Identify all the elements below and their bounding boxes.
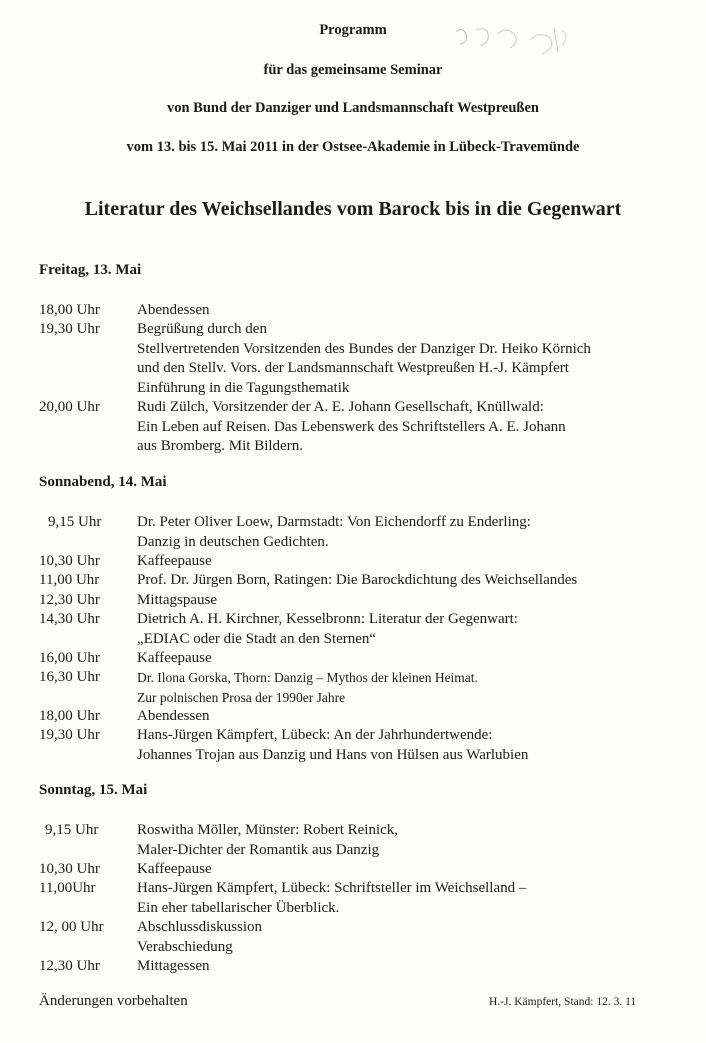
footer-changes-note: Änderungen vorbehalten [39,993,188,1009]
entry-time: 9,15 Uhr [48,514,102,530]
entry-time: 12, 00 Uhr [39,919,104,935]
entry-time: 10,30 Uhr [39,861,100,877]
entry-time: 11,00 Uhr [39,572,100,588]
header-programm: Programm [319,22,387,38]
entry-time: 19,30 Uhr [39,727,100,743]
entry-time: 12,30 Uhr [39,592,100,608]
entry-time: 10,30 Uhr [39,553,100,569]
entry-time: 16,30 Uhr [39,669,100,685]
entry-time: 16,00 Uhr [39,650,100,666]
header-date-location: vom 13. bis 15. Mai 2011 in der Ostsee-Akademie in Lübeck-Travemünde [126,139,580,155]
entry-description: Dietrich A. H. Kirchner, Kesselbronn: Literatur der Gegenwart: „EDIAC oder die Stadt an den Sternen“ [137,611,518,647]
program-title: Literatur des Weichsellandes vom Barock bis in die Gegenwart [84,198,622,220]
header-seminar: für das gemeinsame Seminar [263,62,443,78]
handwritten-mark [448,20,578,60]
entry-description: Hans-Jürgen Kämpfert, Lübeck: An der Jahrhundertwende: Johannes Trojan aus Danzig und Hans von Hülsen aus Warlubien [137,727,529,763]
day-heading-friday: Freitag, 13. Mai [39,262,142,278]
entry-description: Kaffeepause [137,861,212,877]
entry-description: Abendessen [137,708,210,724]
entry-time: 9,15 Uhr [45,822,99,838]
entry-description: Dr. Ilona Gorska, Thorn: Danzig – Mythos der kleinen Heimat. Zur polnischen Prosa der 1990er Jahre [137,670,478,705]
entry-time: 18,00 Uhr [39,708,100,724]
entry-time: 12,30 Uhr [39,958,100,974]
day-heading-sunday: Sonntag, 15. Mai [39,782,148,798]
entry-description: Kaffeepause [137,650,212,666]
entry-description: Kaffeepause [137,553,212,569]
entry-time: 18,00 Uhr [39,302,100,318]
day-heading-saturday: Sonnabend, 14. Mai [39,474,167,490]
entry-description: Roswitha Möller, Münster: Robert Reinick, Maler-Dichter der Romantik aus Danzig [137,822,399,858]
entry-time: 20,00 Uhr [39,399,100,415]
entry-description: Begrüßung durch den Stellvertretenden Vorsitzenden des Bundes der Danziger Dr. Heiko Körnich und den Stellv. Vors. der Landsmannschaft Westpreußen H.-J. Kämpfert Einführung in die Tagungsthematik [137,321,591,396]
header-organizers: von Bund der Danziger und Landsmannschaft Westpreußen [166,100,539,116]
entry-description: Dr. Peter Oliver Loew, Darmstadt: Von Eichendorff zu Enderling: Danzig in deutschen Gedichten. [137,514,531,550]
entry-description: Hans-Jürgen Kämpfert, Lübeck: Schriftsteller im Weichselland – Ein eher tabellarischer Überblick. [137,880,527,916]
entry-description: Mittagessen [137,958,210,974]
entry-time: 19,30 Uhr [39,321,100,337]
entry-time: 14,30 Uhr [39,611,100,627]
entry-description: Abschlussdiskussion Verabschiedung [137,919,263,955]
entry-description: Rudi Zülch, Vorsitzender der A. E. Johann Gesellschaft, Knüllwald: Ein Leben auf Reisen. Das Lebenswerk des Schriftstellers A. E. Johann aus Bromberg. Mit Bildern. [137,399,566,454]
footer-author-date: H.-J. Kämpfert, Stand: 12. 3. 11 [489,996,637,1008]
entry-time: 11,00Uhr [39,880,96,896]
entry-description: Abendessen [137,302,210,318]
entry-description: Prof. Dr. Jürgen Born, Ratingen: Die Barockdichtung des Weichsellandes [137,572,578,588]
entry-description: Mittagspause [137,592,217,608]
